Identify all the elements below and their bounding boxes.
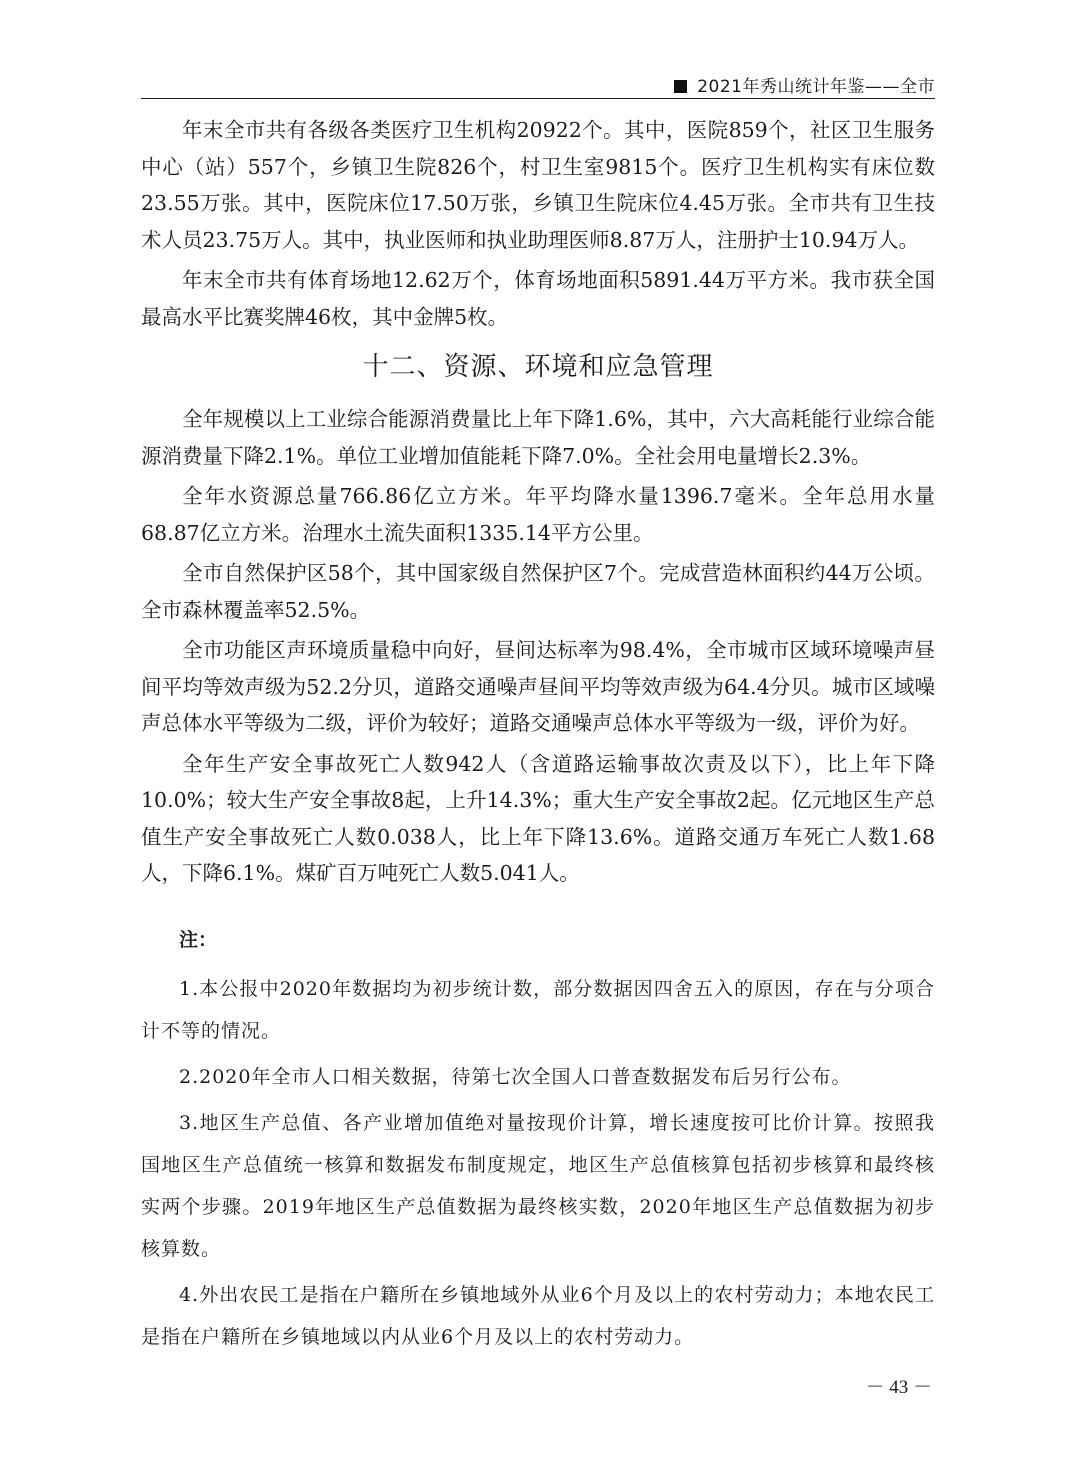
page-content: [141, 112, 935, 1362]
notes-block: [141, 922, 935, 1358]
paragraph-sports: 年末全市共有体育场地12.62万个，体育场地面积5891.44万平方米。我市获全国最高水平比赛奖牌46枚，其中金牌5枚。: [141, 268, 935, 329]
paragraph-nature-reserve: 全市自然保护区58个，其中国家级自然保护区7个。完成营造林面积约44万公顷。全市森林覆盖率52.5%。: [141, 561, 935, 622]
header-title-wrap: [674, 72, 935, 97]
notes-title: 注：: [179, 928, 218, 951]
black-square-icon: [674, 80, 687, 93]
note-item: 4.外出农民工是指在户籍所在乡镇地域外从业6个月及以上的农村劳动力；本地农民工是指在户籍所在乡镇地域以内从业6个月及以上的农村劳动力。: [141, 1283, 935, 1348]
page-number: － 43 －: [865, 1377, 932, 1398]
paragraph-water: 全年水资源总量766.86亿立方米。年平均降水量1396.7毫米。全年总用水量68.87亿立方米。治理水土流失面积1335.14平方公里。: [141, 484, 935, 545]
header-title: 2021年秀山统计年鉴——全市: [697, 77, 935, 97]
paragraph-healthcare: 年末全市共有各级各类医疗卫生机构20922个。其中，医院859个，社区卫生服务中心（站）557个，乡镇卫生院826个，村卫生室9815个。医疗卫生机构实有床位数23.55万张。其中，医院床位17.50万张，乡镇卫生院床位4.45万张。全市共有卫生技术人员23.75万人。其中，执业医师和执业助理医师8.87万人，注册护士10.94万人。: [141, 118, 935, 252]
note-item: 2.2020年全市人口相关数据，待第七次全国人口普查数据发布后另行公布。: [179, 1065, 852, 1088]
page-header: [141, 66, 935, 99]
paragraph-safety: 全年生产安全事故死亡人数942人（含道路运输事故次责及以下），比上年下降10.0%；较大生产安全事故8起，上升14.3%；重大生产安全事故2起。亿元地区生产总值生产安全事故死亡人数0.038人，比上年下降13.6%。道路交通万车死亡人数1.68人，下降6.1%。煤矿百万吨死亡人数5.041人。: [141, 751, 935, 885]
note-item: 3.地区生产总值、各产业增加值绝对量按现价计算，增长速度按可比价计算。按照我国地区生产总值统一核算和数据发布制度规定，地区生产总值核算包括初步核算和最终核实两个步骤。2019年地区生产总值数据为最终核实数，2020年地区生产总值数据为初步核算数。: [141, 1111, 935, 1260]
paragraph-noise: 全市功能区声环境质量稳中向好，昼间达标率为98.4%，全市城市区域环境噪声昼间平均等效声级为52.2分贝，道路交通噪声昼间平均等效声级为64.4分贝。城市区域噪声总体水平等级为二级，评价为较好；道路交通噪声总体水平等级为一级，评价为好。: [141, 638, 935, 735]
section-title: 十二、资源、环境和应急管理: [362, 352, 714, 382]
note-item: 1.本公报中2020年数据均为初步统计数，部分数据因四舍五入的原因，存在与分项合计不等的情况。: [141, 977, 935, 1042]
paragraph-energy: 全年规模以上工业综合能源消费量比上年下降1.6%，其中，六大高耗能行业综合能源消费量下降2.1%。单位工业增加值能耗下降7.0%。全社会用电量增长2.3%。: [141, 407, 935, 468]
